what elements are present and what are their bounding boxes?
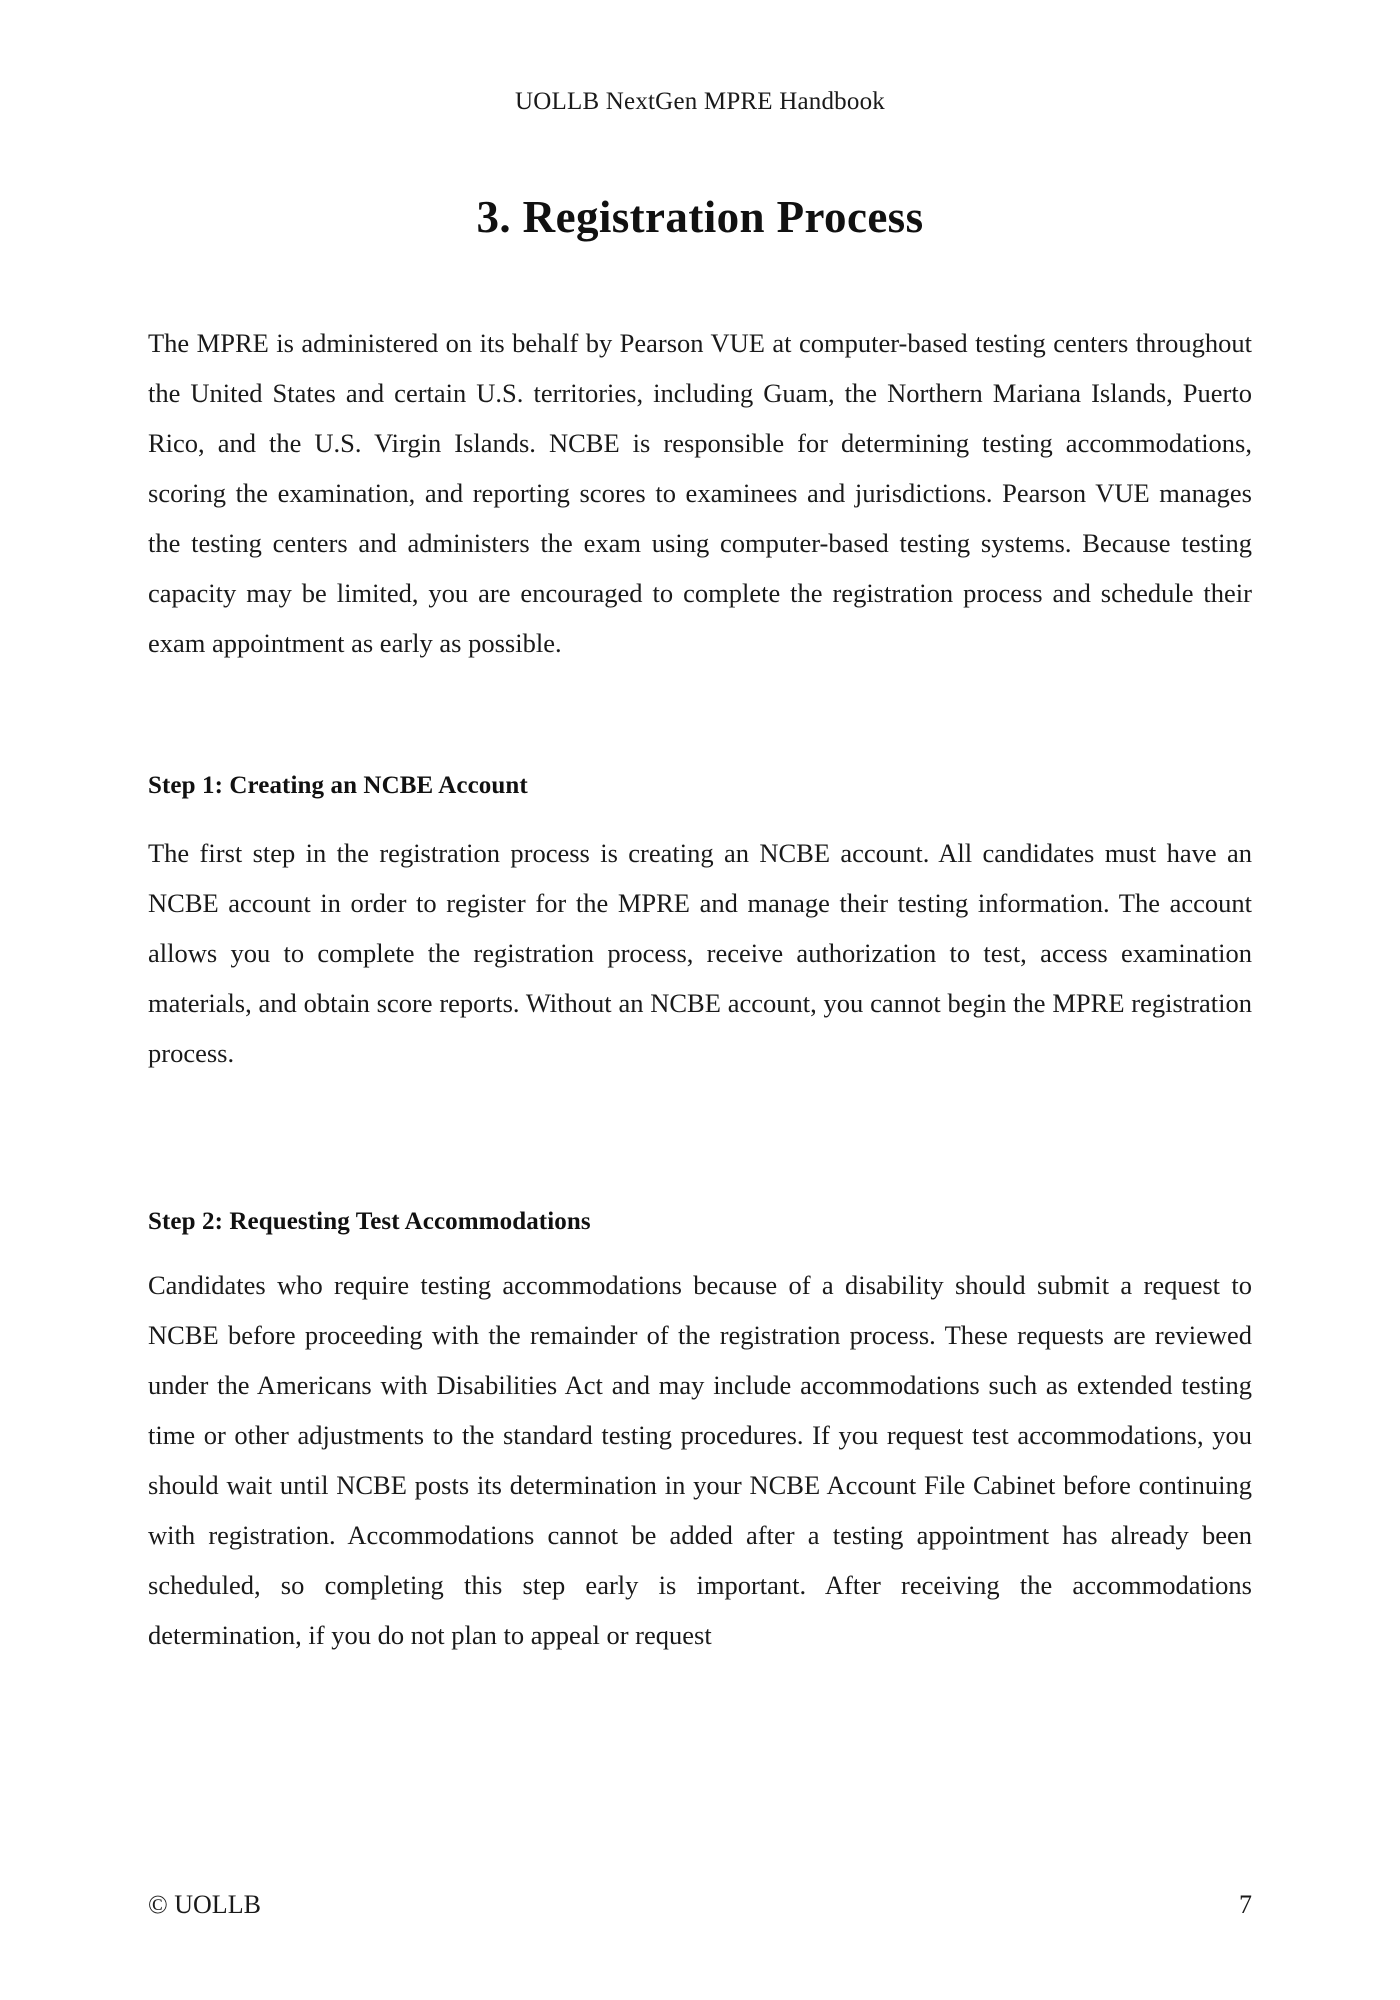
section-heading-step-1: Step 1: Creating an NCBE Account	[148, 772, 528, 799]
intro-paragraph: The MPRE is administered on its behalf by Pearson VUE at computer-based testing centers throughout the United States and certain U.S. territories, including Guam, the Northern Mariana Islands, Puerto Rico, and the U.S. Virgin Islands. NCBE is responsible for determining testing accommodations, scoring the examination, and reporting scores to examinees and jurisdictions. Pearson VUE manages the testing centers and administers the exam using computer-based testing systems. Because testing capacity may be limited, you are encouraged to complete the registration process and schedule their exam appointment as early as possible.	[148, 328, 1252, 658]
spacer	[148, 668, 1252, 764]
footer-page-number: 7	[1239, 1890, 1252, 1919]
section-heading-step-2: Step 2: Requesting Test Accommodations	[148, 1208, 591, 1235]
footer-copyright: © UOLLB	[148, 1890, 261, 1919]
spacer	[148, 808, 1252, 828]
section-paragraph-step-1: The first step in the registration process is creating an NCBE account. All candidates must have an NCBE account in order to register for the MPRE and manage their testing information. The account allows you to complete the registration process, receive authorization to test, access examination materials, and obtain score reports. Without an NCBE account, you cannot begin the MPRE registration process.	[148, 838, 1252, 1068]
page-title: 3. Registration Process	[476, 192, 924, 242]
running-header: UOLLB NextGen MPRE Handbook	[515, 88, 885, 115]
intro-block	[148, 318, 1252, 668]
spacer	[148, 1078, 1252, 1200]
section-paragraph-step-2: Candidates who require testing accommodations because of a disability should submit a request to NCBE before proceeding with the remainder of the registration process. These requests are reviewed under the Americans with Disabilities Act and may include accommodations such as extended testing time or other adjustments to the standard testing procedures. If you request test accommodations, you should wait until NCBE posts its determination in your NCBE Account File Cabinet before continuing with registration. Accommodations cannot be added after a testing appointment has already been scheduled, so completing this step early is important. After receiving the accommodations determination, if you do not plan to appeal or request	[148, 1270, 1252, 1650]
page-content	[148, 190, 1252, 1660]
page-footer	[148, 1890, 1252, 1920]
spacer	[148, 1244, 1252, 1260]
